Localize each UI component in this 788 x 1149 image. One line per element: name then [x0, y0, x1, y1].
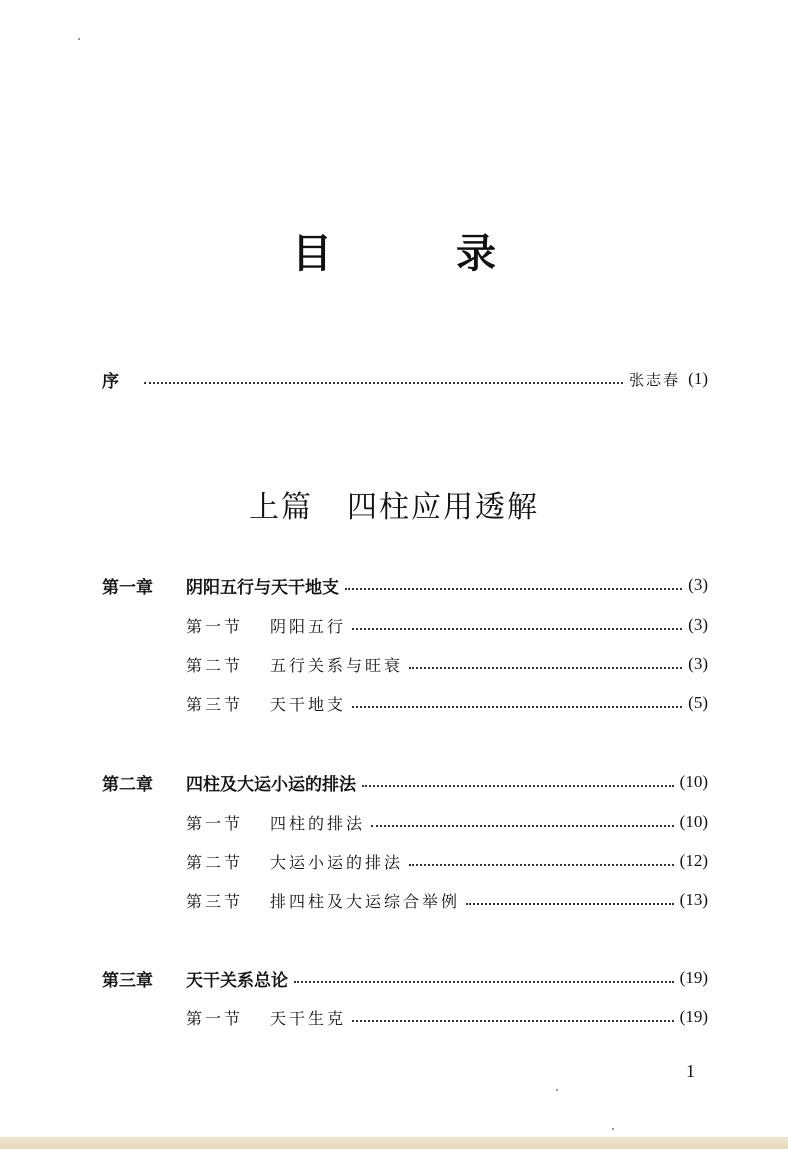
toc-row-chapter[interactable] [102, 965, 708, 991]
section-number: 第二节 [186, 852, 244, 872]
page-edge [0, 1137, 788, 1149]
scan-speck [612, 1128, 614, 1130]
preface-page: (1) [688, 369, 708, 388]
scan-speck [78, 38, 80, 40]
section-title: 五行关系与旺衰 [270, 655, 404, 675]
dot-leader [352, 706, 682, 708]
toc-row-chapter[interactable] [102, 769, 708, 795]
preface-author: 张志春 [629, 370, 681, 389]
section-number: 第二节 [186, 655, 244, 675]
section-title: 天干生克 [270, 1008, 347, 1028]
chapter-title: 天干关系总论 [186, 970, 288, 991]
dot-leader [294, 981, 674, 983]
section-title: 阴阳五行 [270, 616, 347, 636]
section-number: 第三节 [186, 891, 244, 911]
toc-row-section[interactable] [186, 809, 708, 835]
scan-speck [556, 1089, 558, 1091]
section-title: 排四柱及大运综合举例 [270, 891, 461, 911]
chapter-number: 第三章 [102, 970, 153, 991]
chapter-page: (10) [679, 772, 708, 791]
dot-leader [352, 628, 682, 630]
section-number: 第一节 [186, 813, 244, 833]
toc-row-section[interactable] [186, 612, 708, 638]
part-name: 四柱应用透解 [347, 490, 539, 525]
section-page: (5) [688, 693, 708, 712]
section-page: (3) [688, 615, 708, 634]
dot-leader [371, 825, 674, 827]
part-heading [0, 482, 788, 526]
section-title: 天干地支 [270, 694, 347, 714]
section-title: 四柱的排法 [270, 813, 366, 833]
chapter-page: (19) [679, 968, 708, 987]
toc-row-section[interactable] [186, 848, 708, 874]
dot-leader [345, 588, 682, 590]
toc-row-preface[interactable] [102, 366, 708, 392]
toc-row-chapter[interactable] [102, 572, 708, 598]
chapter-title: 阴阳五行与天干地支 [186, 577, 339, 598]
toc-row-section[interactable] [186, 651, 708, 677]
chapter-number: 第一章 [102, 577, 153, 598]
section-page: (10) [679, 812, 708, 831]
page-number: 1 [686, 1061, 695, 1081]
section-number: 第一节 [186, 616, 244, 636]
section-title: 大运小运的排法 [270, 852, 404, 872]
dot-leader [466, 903, 674, 905]
section-page: (13) [679, 890, 708, 909]
section-page: (12) [679, 851, 708, 870]
preface-label: 序 [102, 371, 119, 392]
page-title: 目 录 [292, 231, 538, 277]
toc-row-section[interactable] [186, 690, 708, 716]
dot-leader [144, 382, 623, 384]
dot-leader [409, 864, 674, 866]
toc-row-section[interactable] [186, 1004, 708, 1030]
part-prefix: 上篇 [249, 490, 313, 525]
dot-leader [352, 1020, 674, 1022]
chapter-number: 第二章 [102, 774, 153, 795]
chapter-title: 四柱及大运小运的排法 [186, 774, 356, 795]
dot-leader [409, 667, 682, 669]
toc-row-section[interactable] [186, 887, 708, 913]
dot-leader [362, 785, 674, 787]
chapter-page: (3) [688, 575, 708, 594]
section-page: (3) [688, 654, 708, 673]
section-page: (19) [679, 1007, 708, 1026]
section-number: 第一节 [186, 1008, 244, 1028]
section-number: 第三节 [186, 694, 244, 714]
